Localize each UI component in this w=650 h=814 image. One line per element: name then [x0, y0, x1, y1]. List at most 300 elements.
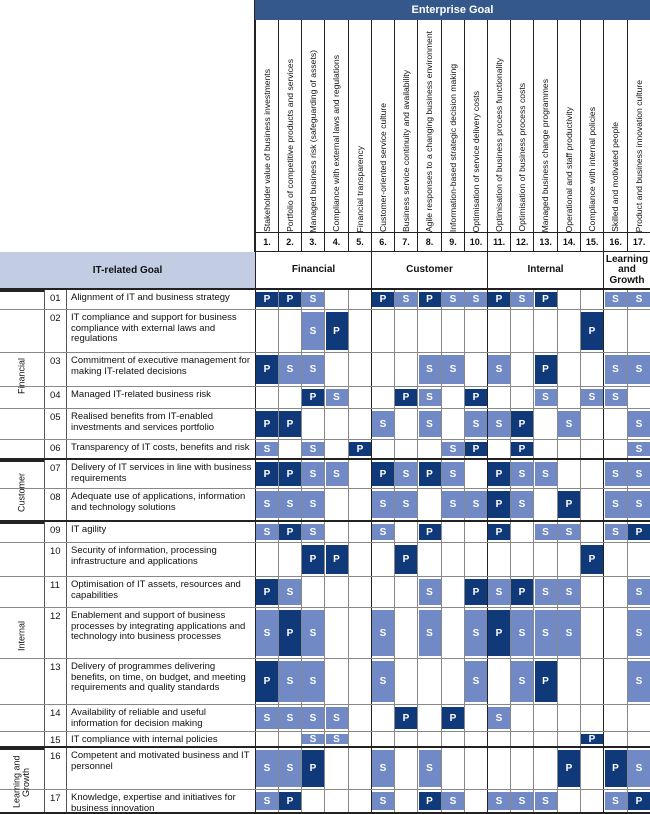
matrix-cell [627, 310, 650, 352]
matrix-cell [627, 409, 650, 439]
secondary-mark: S [326, 462, 348, 486]
matrix-cell [580, 705, 603, 731]
matrix-cell [580, 659, 603, 704]
matrix-cell [324, 387, 348, 408]
enterprise-goal-label: Optimisation of service delivery costs [470, 90, 481, 232]
goal-row [0, 409, 650, 440]
matrix-cell [603, 460, 627, 488]
matrix-cell [417, 440, 441, 458]
primary-mark: P [395, 545, 417, 574]
matrix-cell [324, 353, 348, 386]
goal-number: 10 [44, 543, 66, 576]
matrix-cell [580, 543, 603, 576]
matrix-cell [557, 577, 580, 607]
matrix-cell [394, 460, 417, 488]
goal-matrix [0, 290, 650, 814]
matrix-cell [324, 577, 348, 607]
matrix-cell [394, 732, 417, 746]
enterprise-goal-number: 17. [628, 232, 650, 251]
primary-mark: P [279, 292, 301, 307]
matrix-cell [487, 387, 510, 408]
secondary-mark: S [419, 355, 441, 384]
matrix-cell [371, 460, 394, 488]
matrix-cell [487, 460, 510, 488]
matrix-cell [371, 440, 394, 458]
matrix-cell [510, 790, 533, 812]
enterprise-goal-label: Information-based strategic decision making [447, 63, 458, 232]
secondary-mark: S [302, 610, 324, 656]
secondary-mark: S [302, 312, 324, 350]
matrix-cell [301, 353, 324, 386]
matrix-cell [394, 790, 417, 812]
goal-row [0, 522, 650, 543]
matrix-cell [278, 387, 301, 408]
enterprise-goal-number: 4. [325, 232, 348, 251]
matrix-cell [348, 577, 371, 607]
matrix-cell [464, 440, 487, 458]
matrix-cell [394, 489, 417, 520]
matrix-cell [301, 290, 324, 309]
secondary-mark: S [442, 442, 464, 456]
secondary-mark: S [326, 389, 348, 406]
goal-text: Competent and motivated business and IT personnel [66, 748, 255, 789]
primary-mark: P [511, 579, 533, 605]
matrix-cell [487, 790, 510, 812]
matrix-cell [255, 522, 278, 542]
goal-row [0, 790, 650, 814]
matrix-cell [255, 577, 278, 607]
goal-number: 11 [44, 577, 66, 607]
matrix-cell [557, 353, 580, 386]
matrix-cell [603, 290, 627, 309]
primary-mark: P [558, 750, 580, 787]
goal-number: 05 [44, 409, 66, 439]
goal-text: Optimisation of IT assets, resources and capabilities [66, 577, 255, 607]
matrix-cell [603, 353, 627, 386]
matrix-cell [533, 489, 557, 520]
secondary-mark: S [465, 661, 487, 702]
matrix-cell [510, 290, 533, 309]
matrix-cell [348, 659, 371, 704]
secondary-mark: S [419, 579, 441, 605]
matrix-cell [627, 440, 650, 458]
primary-mark: P [279, 411, 301, 437]
matrix-cell [627, 732, 650, 746]
secondary-mark: S [465, 292, 487, 307]
matrix-cell [464, 790, 487, 812]
primary-mark: P [558, 491, 580, 518]
enterprise-goal-number: 9. [442, 232, 464, 251]
primary-mark: P [419, 524, 441, 540]
matrix-cell [533, 659, 557, 704]
header-blank-corner [0, 0, 255, 252]
matrix-cell [301, 732, 324, 746]
matrix-cell [487, 543, 510, 576]
matrix-cell [371, 543, 394, 576]
matrix-cell [301, 659, 324, 704]
matrix-cell [348, 522, 371, 542]
goal-text: Knowledge, expertise and initiatives for business innovation [66, 790, 255, 812]
enterprise-goal-6 [371, 20, 394, 251]
matrix-cell [557, 440, 580, 458]
primary-mark: P [395, 389, 417, 406]
matrix-cell [394, 577, 417, 607]
matrix-cell [580, 790, 603, 812]
matrix-cell [394, 353, 417, 386]
it-related-goal-header: IT-related Goal [0, 252, 255, 289]
matrix-cell [557, 543, 580, 576]
secondary-mark: S [302, 707, 324, 729]
matrix-cell [533, 705, 557, 731]
matrix-cell [278, 732, 301, 746]
matrix-cell [627, 460, 650, 488]
enterprise-goal-1 [255, 20, 278, 251]
matrix-cell [348, 543, 371, 576]
secondary-mark: S [535, 389, 557, 406]
secondary-mark: S [511, 661, 533, 702]
goal-text: Commitment of executive management for making IT-related decisions [66, 353, 255, 386]
matrix-cell [580, 732, 603, 746]
secondary-mark: S [488, 355, 510, 384]
goal-number: 03 [44, 353, 66, 386]
matrix-cell [348, 310, 371, 352]
matrix-cell [371, 310, 394, 352]
secondary-mark: S [511, 491, 533, 518]
matrix-cell [255, 290, 278, 309]
enterprise-goal-number: 3. [302, 232, 324, 251]
matrix-cell [464, 608, 487, 658]
matrix-cell [278, 290, 301, 309]
goal-row [0, 732, 650, 748]
matrix-cell [464, 705, 487, 731]
secondary-mark: S [535, 792, 557, 810]
matrix-cell [510, 409, 533, 439]
primary-mark: P [465, 579, 487, 605]
enterprise-goal-number: 14. [558, 232, 580, 251]
enterprise-goal-label: Skilled and motivated people [610, 122, 621, 232]
matrix-cell [278, 577, 301, 607]
matrix-cell [301, 608, 324, 658]
matrix-cell [627, 790, 650, 812]
matrix-cell [255, 310, 278, 352]
primary-mark: P [419, 292, 441, 307]
matrix-cell [417, 290, 441, 309]
matrix-cell [487, 705, 510, 731]
primary-mark: P [419, 792, 441, 810]
matrix-cell [324, 290, 348, 309]
goal-row [0, 543, 650, 577]
secondary-mark: S [302, 355, 324, 384]
primary-mark: P [488, 292, 510, 307]
secondary-mark: S [279, 750, 301, 787]
primary-mark: P [279, 462, 301, 486]
matrix-cell [255, 608, 278, 658]
matrix-cell [627, 608, 650, 658]
matrix-cell [417, 387, 441, 408]
matrix-cell [557, 659, 580, 704]
matrix-cell [417, 732, 441, 746]
enterprise-goal-label: Optimisation of business process costs [516, 83, 527, 232]
secondary-mark: S [442, 491, 464, 518]
it-perspective-column [0, 290, 44, 814]
matrix-cell [371, 409, 394, 439]
enterprise-goal-label: Business service continuity and availability [400, 70, 411, 232]
matrix-cell [348, 387, 371, 408]
primary-mark: P [302, 389, 324, 406]
matrix-cell [510, 577, 533, 607]
enterprise-goal-13 [533, 20, 557, 251]
matrix-cell [603, 440, 627, 458]
primary-mark: P [628, 524, 650, 540]
matrix-cell [603, 608, 627, 658]
matrix-cell [487, 659, 510, 704]
matrix-cell [627, 543, 650, 576]
enterprise-goal-15 [580, 20, 603, 251]
primary-mark: P [628, 792, 650, 810]
matrix-cell [627, 290, 650, 309]
enterprise-goal-number: 2. [279, 232, 301, 251]
matrix-cell [324, 608, 348, 658]
secondary-mark: S [256, 792, 278, 810]
matrix-cell [371, 659, 394, 704]
matrix-cell [324, 489, 348, 520]
primary-mark: P [581, 312, 603, 350]
matrix-cell [324, 705, 348, 731]
ent-perspective-customer: Customer [371, 252, 487, 289]
matrix-cell [301, 543, 324, 576]
matrix-cell [371, 748, 394, 789]
matrix-cell [324, 748, 348, 789]
primary-mark: P [535, 355, 557, 384]
matrix-cell [557, 608, 580, 658]
matrix-cell [394, 409, 417, 439]
matrix-cell [464, 522, 487, 542]
matrix-cell [255, 489, 278, 520]
secondary-mark: S [581, 389, 603, 406]
secondary-mark: S [605, 292, 627, 307]
secondary-mark: S [628, 355, 650, 384]
primary-mark: P [605, 750, 627, 787]
matrix-cell [464, 659, 487, 704]
matrix-cell [464, 460, 487, 488]
secondary-mark: S [279, 355, 301, 384]
matrix-cell [464, 353, 487, 386]
matrix-cell [417, 489, 441, 520]
secondary-mark: S [535, 524, 557, 540]
secondary-mark: S [605, 792, 627, 810]
matrix-cell [348, 489, 371, 520]
matrix-cell [417, 659, 441, 704]
matrix-cell [627, 387, 650, 408]
enterprise-goal-5 [348, 20, 371, 251]
matrix-cell [371, 577, 394, 607]
matrix-cell [441, 705, 464, 731]
secondary-mark: S [628, 462, 650, 486]
enterprise-goal-number: 13. [534, 232, 557, 251]
goal-number: 14 [44, 705, 66, 731]
matrix-cell [603, 387, 627, 408]
matrix-cell [301, 387, 324, 408]
matrix-cell [417, 705, 441, 731]
secondary-mark: S [372, 792, 394, 810]
secondary-mark: S [558, 579, 580, 605]
matrix-cell [580, 608, 603, 658]
secondary-mark: S [302, 292, 324, 307]
matrix-cell [371, 732, 394, 746]
matrix-cell [464, 543, 487, 576]
matrix-cell [255, 387, 278, 408]
secondary-mark: S [535, 610, 557, 656]
secondary-mark: S [256, 491, 278, 518]
matrix-cell [394, 748, 417, 789]
matrix-cell [487, 440, 510, 458]
secondary-mark: S [511, 610, 533, 656]
matrix-cell [301, 460, 324, 488]
goal-number: 13 [44, 659, 66, 704]
primary-mark: P [256, 579, 278, 605]
matrix-cell [371, 790, 394, 812]
secondary-mark: S [628, 411, 650, 437]
enterprise-goal-10 [464, 20, 487, 251]
enterprise-goal-label: Managed business change programmes [540, 78, 551, 232]
enterprise-goal-number: 11. [488, 232, 510, 251]
matrix-cell [371, 522, 394, 542]
matrix-cell [371, 290, 394, 309]
enterprise-goal-title: Enterprise Goal [255, 0, 650, 20]
matrix-cell [441, 748, 464, 789]
matrix-cell [255, 353, 278, 386]
enterprise-goal-16 [603, 20, 627, 251]
primary-mark: P [488, 462, 510, 486]
matrix-cell [487, 353, 510, 386]
goal-row [0, 460, 650, 489]
matrix-cell [464, 310, 487, 352]
matrix-cell [371, 353, 394, 386]
matrix-cell [348, 608, 371, 658]
enterprise-goal-number: 10. [465, 232, 487, 251]
matrix-cell [533, 608, 557, 658]
matrix-cell [533, 310, 557, 352]
matrix-cell [255, 790, 278, 812]
matrix-cell [557, 732, 580, 746]
matrix-cell [487, 748, 510, 789]
secondary-mark: S [372, 491, 394, 518]
matrix-cell [348, 748, 371, 789]
primary-mark: P [372, 292, 394, 307]
matrix-cell [255, 543, 278, 576]
matrix-cell [394, 543, 417, 576]
enterprise-goal-number: 12. [511, 232, 533, 251]
matrix-cell [441, 543, 464, 576]
matrix-cell [394, 608, 417, 658]
matrix-cell [371, 387, 394, 408]
matrix-cell [487, 310, 510, 352]
ent-perspective-learning-growth: Learning and Growth [603, 252, 650, 289]
enterprise-goal-17 [627, 20, 650, 251]
matrix-cell [510, 353, 533, 386]
matrix-cell [394, 290, 417, 309]
primary-mark: P [395, 707, 417, 729]
secondary-mark: S [302, 524, 324, 540]
goal-number: 17 [44, 790, 66, 812]
primary-mark: P [326, 545, 348, 574]
matrix-cell [510, 543, 533, 576]
secondary-mark: S [442, 355, 464, 384]
matrix-cell [278, 310, 301, 352]
matrix-cell [487, 489, 510, 520]
it-perspective-customer: Customer [0, 460, 44, 522]
goal-number: 06 [44, 440, 66, 458]
matrix-cell [627, 522, 650, 542]
secondary-mark: S [605, 524, 627, 540]
primary-mark: P [581, 734, 603, 744]
matrix-cell [464, 748, 487, 789]
goal-text: Delivery of IT services in line with business requirements [66, 460, 255, 488]
matrix-cell [510, 460, 533, 488]
secondary-mark: S [605, 491, 627, 518]
enterprise-goal-label: Optimisation of business process functionality [493, 58, 504, 232]
matrix-cell [371, 608, 394, 658]
matrix-cell [348, 460, 371, 488]
secondary-mark: S [605, 355, 627, 384]
matrix-cell [603, 409, 627, 439]
secondary-mark: S [302, 661, 324, 702]
matrix-cell [510, 310, 533, 352]
goal-number: 12 [44, 608, 66, 658]
goal-text: Realised benefits from IT-enabled investments and services portfolio [66, 409, 255, 439]
matrix-cell [278, 409, 301, 439]
primary-mark: P [488, 491, 510, 518]
secondary-mark: S [558, 411, 580, 437]
secondary-mark: S [628, 661, 650, 702]
matrix-cell [603, 489, 627, 520]
matrix-cell [417, 577, 441, 607]
matrix-cell [487, 290, 510, 309]
it-perspective-learning-growth: Learning and Growth [0, 748, 44, 814]
matrix-cell [441, 353, 464, 386]
secondary-mark: S [605, 462, 627, 486]
enterprise-goal-number: 7. [395, 232, 417, 251]
matrix-cell [441, 522, 464, 542]
matrix-cell [255, 409, 278, 439]
secondary-mark: S [372, 750, 394, 787]
matrix-cell [603, 659, 627, 704]
matrix-cell [510, 440, 533, 458]
goal-row [0, 387, 650, 409]
enterprise-goal-11 [487, 20, 510, 251]
secondary-mark: S [442, 292, 464, 307]
secondary-mark: S [511, 292, 533, 307]
matrix-cell [301, 409, 324, 439]
it-perspective-internal: Internal [0, 522, 44, 748]
matrix-cell [510, 489, 533, 520]
matrix-cell [301, 790, 324, 812]
matrix-cell [278, 543, 301, 576]
secondary-mark: S [488, 579, 510, 605]
matrix-cell [441, 460, 464, 488]
secondary-mark: S [628, 442, 650, 456]
matrix-cell [603, 310, 627, 352]
matrix-cell [278, 489, 301, 520]
enterprise-goal-label: Managed business risk (safeguarding of assets) [307, 49, 318, 232]
primary-mark: P [442, 707, 464, 729]
matrix-cell [557, 705, 580, 731]
enterprise-goal-label: Portfolio of competitive products and services [284, 59, 295, 232]
matrix-cell [441, 790, 464, 812]
primary-mark: P [419, 462, 441, 486]
matrix-cell [510, 387, 533, 408]
matrix-cell [603, 748, 627, 789]
